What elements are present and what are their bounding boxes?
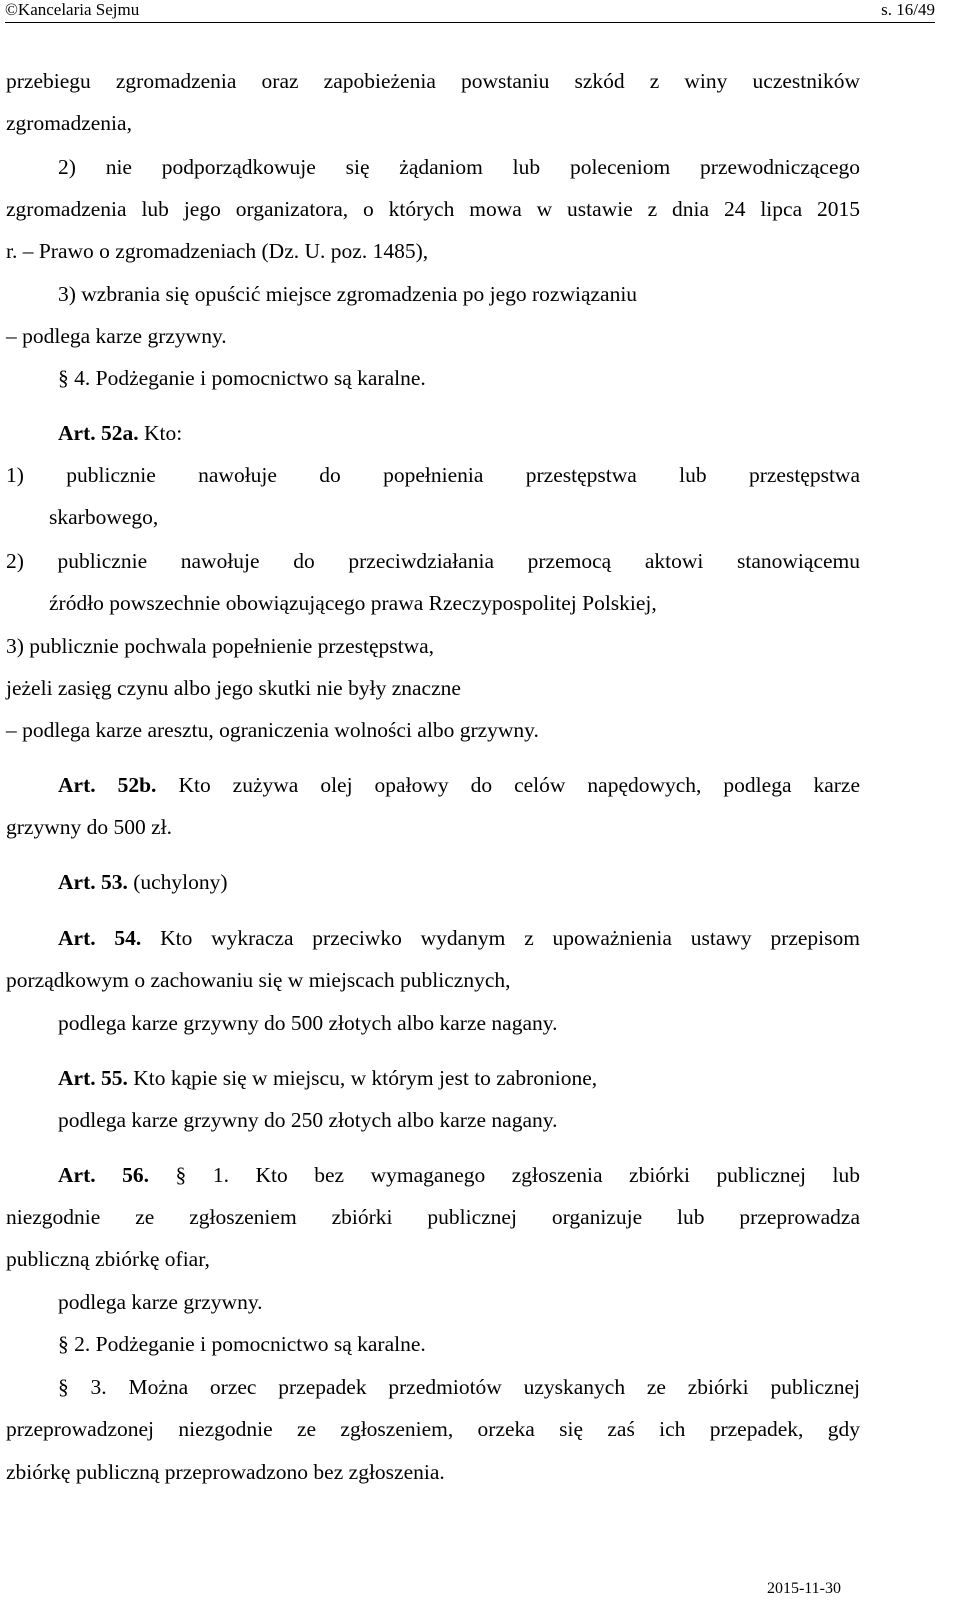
text-line: grzywny do 500 zł. <box>6 815 172 839</box>
text-line: zgromadzenia lub jego organizatora, o których mowa w ustawie z dnia 24 lipca 2015 <box>6 197 860 221</box>
footer-date: 2015-11-30 <box>766 1580 841 1597</box>
text-line: źródło powszechnie obowiązującego prawa Rzeczypospolitej Polskiej, <box>49 591 657 615</box>
text-line: podlega karze grzywny do 500 złotych albo karze nagany. <box>58 1011 558 1035</box>
text-line: niezgodnie ze zgłoszeniem zbiórki publicznej organizuje lub przeprowadza <box>6 1205 860 1229</box>
text-line: r. – Prawo o zgromadzeniach (Dz. U. poz. 1485), <box>6 239 429 263</box>
text-line: § 4. Podżeganie i pomocnictwo są karalne. <box>58 366 426 390</box>
article-heading: Art. 52b. <box>58 773 157 797</box>
text-line: podlega karze grzywny. <box>58 1290 263 1314</box>
header-source: ©Kancelaria Sejmu <box>5 0 140 19</box>
text-line: przeprowadzonej niezgodnie ze zgłoszeniem, orzeka się zaś ich przepadek, gdy <box>6 1417 860 1441</box>
text-line: 1) publicznie nawołuje do popełnienia przestępstwa lub przestępstwa <box>6 463 860 487</box>
article-52b <box>58 772 860 798</box>
text-line: publiczną zbiórkę ofiar, <box>6 1247 210 1271</box>
text-line: przebiegu zgromadzenia oraz zapobieżenia powstaniu szkód z winy uczestników <box>6 69 860 93</box>
text-line: zgromadzenia, <box>6 111 132 135</box>
text-line: 3) publicznie pochwala popełnienie przestępstwa, <box>6 634 435 658</box>
text-line: 2) nie podporządkowuje się żądaniom lub poleceniom przewodniczącego <box>58 155 860 179</box>
article-52a <box>58 420 860 446</box>
text-line: – podlega karze grzywny. <box>6 324 227 348</box>
text-line: § 2. Podżeganie i pomocnictwo są karalne. <box>58 1332 426 1356</box>
text-line: jeżeli zasięg czynu albo jego skutki nie były znaczne <box>6 676 461 700</box>
article-heading: Art. 56. <box>58 1163 150 1187</box>
text-line: § 3. Można orzec przepadek przedmiotów uzyskanych ze zbiórki publicznej <box>58 1375 860 1399</box>
article-heading: Art. 55. <box>58 1066 128 1090</box>
article-56 <box>58 1162 860 1188</box>
text-line: (uchylony) <box>133 870 228 894</box>
article-heading: Art. 52a. <box>58 421 139 445</box>
text-line: Kto: <box>143 421 183 445</box>
text-line: – podlega karze aresztu, ograniczenia wolności albo grzywny. <box>6 718 539 742</box>
text-line: Kto wykracza przeciwko wydanym z upoważnienia ustawy przepisom <box>160 926 860 950</box>
text-line: podlega karze grzywny do 250 złotych albo karze nagany. <box>58 1108 558 1132</box>
article-53 <box>58 869 860 895</box>
article-heading: Art. 54. <box>58 926 142 950</box>
text-line: Kto kąpie się w miejscu, w którym jest to zabronione, <box>133 1066 598 1090</box>
page-header <box>5 0 935 23</box>
article-54 <box>58 925 860 951</box>
article-55 <box>58 1065 860 1091</box>
text-line: 3) wzbrania się opuścić miejsce zgromadzenia po jego rozwiązaniu <box>58 282 638 306</box>
article-heading: Art. 53. <box>58 870 128 894</box>
text-line: zbiórkę publiczną przeprowadzono bez zgłoszenia. <box>6 1460 445 1484</box>
text-line: porządkowym o zachowaniu się w miejscach publicznych, <box>6 968 511 992</box>
text-line: § 1. Kto bez wymaganego zgłoszenia zbiórki publicznej lub <box>175 1163 861 1187</box>
text-line: 2) publicznie nawołuje do przeciwdziałania przemocą aktowi stanowiącemu <box>6 549 860 573</box>
text-line: Kto zużywa olej opałowy do celów napędowych, podlega karze <box>178 773 861 797</box>
text-line: skarbowego, <box>49 505 159 529</box>
header-page-number: s. 16/49 <box>881 0 935 19</box>
